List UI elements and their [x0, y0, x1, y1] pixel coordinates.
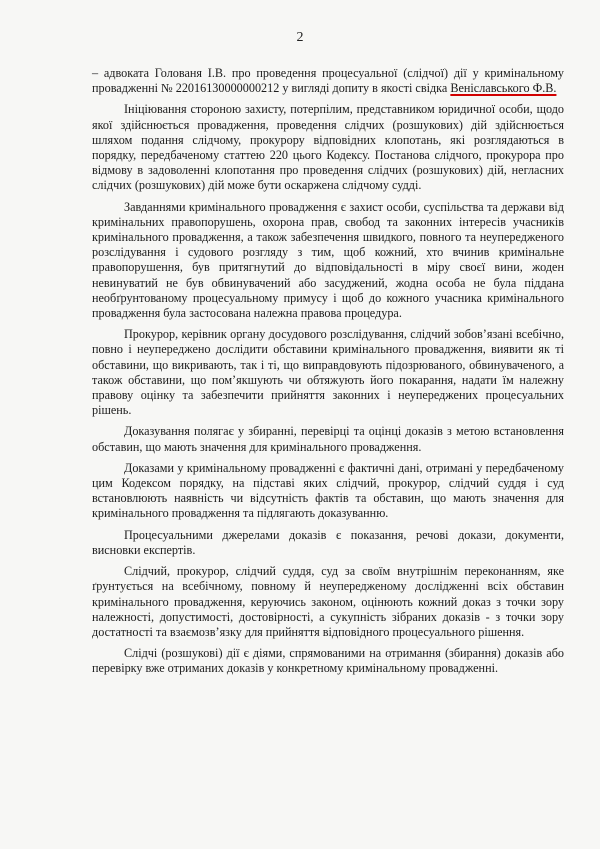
paragraph-1	[92, 66, 564, 96]
paragraph-8: Слідчий, прокурор, слідчий суддя, суд за своїм внутрішнім переконанням, яке ґрунтується на всебічному, повному й неупередженому дослідженні всіх обставин кримінального провадження, керуючись законом, оцінюють кожний доказ з точки зору належності, допустимості, достовірності, а сукупність зібраних доказів - з точки зору достатності та взаємозв’язку для прийняття відповідного процесуального рішення.	[92, 564, 564, 639]
paragraph-6: Доказами у кримінальному провадженні є фактичні дані, отримані у передбаченому цим Кодексом порядку, на підставі яких слідчий, прокурор, слідчий суддя і суд встановлюють наявність чи відсутність фактів та обставин, що мають значення для кримінального провадження та підлягають доказуванню.	[92, 460, 564, 521]
page-number: 2	[296, 30, 304, 45]
paragraph-4: Прокурор, керівник органу досудового розслідування, слідчий зобов’язані всебічно, повно і неупереджено дослідити обставини кримінального провадження, виявити як ті обставини, що викривають, так і ті, що виправдовують підозрюваного, обвинуваченого, а також обставини, що пом’якшують чи обтяжують його покарання, надати їм належну правову оцінку та забезпечити прийняття законних і неупереджених процесуальних рішень.	[92, 327, 564, 418]
paragraph-5: Доказування полягає у збиранні, перевірці та оцінці доказів з метою встановлення обставин, що мають значення для кримінального провадження.	[92, 424, 564, 454]
paragraph-3: Завданнями кримінального провадження є захист особи, суспільства та держави від кримінальних правопорушень, охорона прав, свобод та законних інтересів учасників кримінального провадження, а також забезпечення швидкого, повного та неупередженого розслідування і судового розгляду з тим, щоб кожний, хто вчинив кримінальне правопорушення, був притягнутий до відповідальності в міру своєї вини, жоден невинуватий не був обвинувачений або засуджений, жодна особа не була піддана необґрунтованому процесуальному примусу і щоб до кожного учасника кримінального провадження була застосована належна правова процедура.	[92, 199, 564, 321]
paragraph-9: Слідчі (розшукові) дії є діями, спрямованими на отримання (збирання) доказів або перевірку вже отриманих доказів у конкретному кримінальному провадженні.	[92, 646, 564, 676]
highlighted-name: Веніславського Ф.В.	[450, 81, 557, 96]
paragraph-1-prefix: – адвоката Голованя І.В. про проведення процесуальної (слідчої) дії у кримінальному провадженні № 22016130000000212 у вигляді допиту в якості свідка	[92, 66, 564, 96]
document-body	[92, 66, 564, 683]
paragraph-2: Ініціювання стороною захисту, потерпілим, представником юридичної особи, щодо якої здійснюється провадження, проведення слідчих (розшукових) дій здійснюється шляхом подання слідчому, прокурору відповідних клопотань, які розглядаються в порядку, передбаченому статтею 220 цього Кодексу. Постанова слідчого, прокурора про відмову в задоволенні клопотання про проведення слідчих (розшукових) дій, негласних слідчих (розшукових) дій може бути оскаржена слідчому судді.	[92, 102, 564, 193]
paragraph-7: Процесуальними джерелами доказів є показання, речові докази, документи, висновки експертів.	[92, 527, 564, 557]
